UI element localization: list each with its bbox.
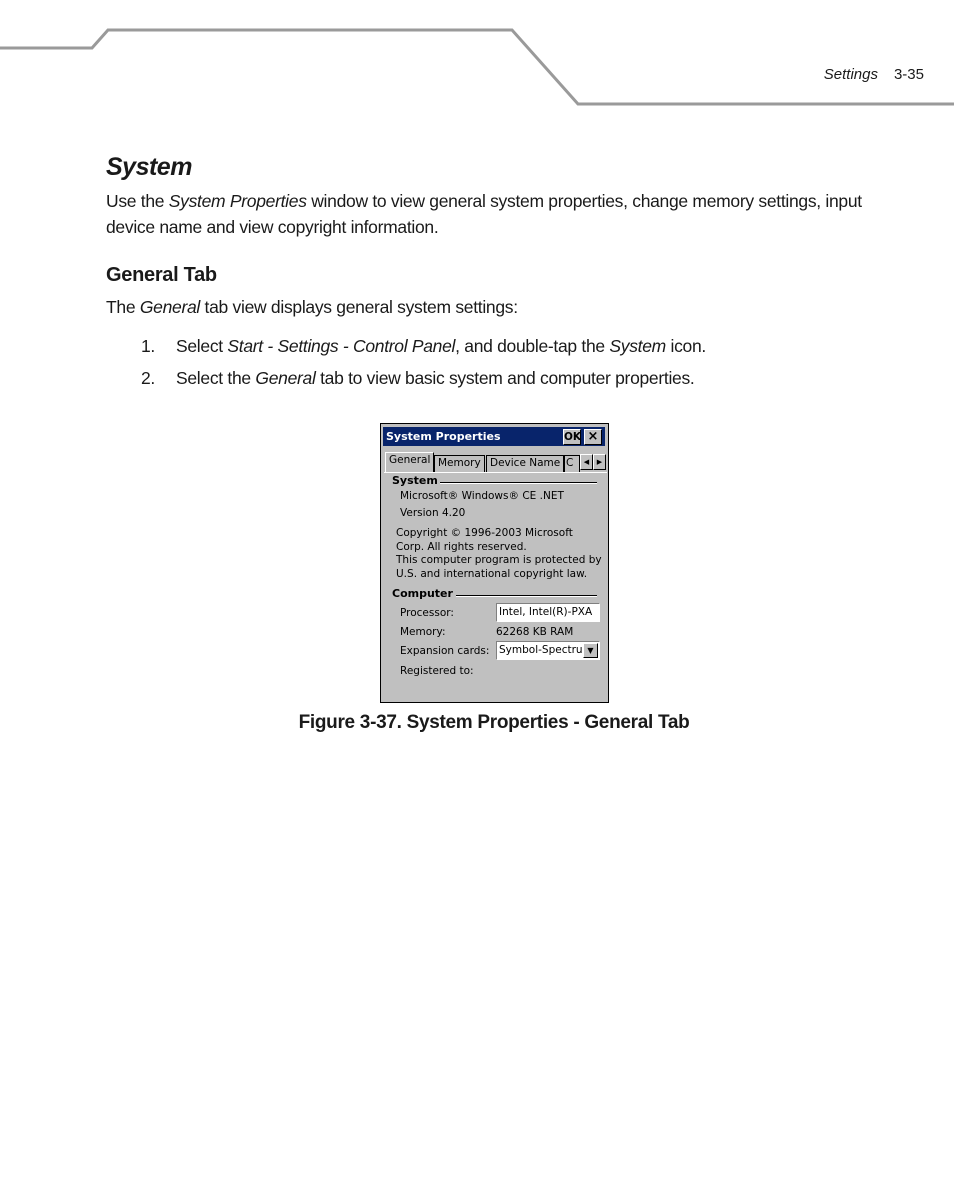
tab-device-name[interactable]: Device Name <box>486 455 564 472</box>
copyright-line: This computer program is protected by <box>396 554 602 566</box>
window-title: System Properties <box>386 430 501 443</box>
intro-paragraph <box>106 188 896 240</box>
window-titlebar <box>383 427 605 446</box>
memory-label: Memory: <box>400 626 446 638</box>
expansion-value: Symbol-Spectru <box>499 644 583 656</box>
registered-label: Registered to: <box>400 665 474 677</box>
step-2 <box>141 365 695 391</box>
sub-intro-paragraph <box>106 294 518 320</box>
system-group-label: System <box>392 474 438 487</box>
tab-memory[interactable]: Memory <box>434 455 485 472</box>
copyright-line: U.S. and international copyright law. <box>396 568 588 580</box>
step-1 <box>141 333 706 359</box>
tab-copyrights[interactable]: C <box>564 455 580 472</box>
section-title: System <box>106 153 192 181</box>
processor-field[interactable]: Intel, Intel(R)-PXA <box>496 603 600 622</box>
processor-label: Processor: <box>400 607 454 619</box>
subsection-title: General Tab <box>106 264 217 286</box>
expansion-label: Expansion cards: <box>400 645 490 657</box>
memory-value: 62268 KB RAM <box>496 626 574 638</box>
computer-group-label: Computer <box>392 587 453 600</box>
header-rule <box>0 0 954 110</box>
computer-group-rule <box>456 595 597 597</box>
step-text: icon. <box>665 336 706 356</box>
sub-intro-emphasis: General <box>139 297 200 317</box>
step-path: Start - Settings - Control Panel <box>227 336 456 356</box>
panel-border <box>384 472 607 473</box>
tab-general[interactable]: General <box>385 452 434 472</box>
step-number: 1. <box>141 336 155 356</box>
system-group-rule <box>440 482 597 484</box>
tab-scroll-right-icon[interactable]: ▶ <box>593 454 606 470</box>
figure-caption: Figure 3-37. System Properties - General Tab <box>298 712 690 733</box>
expansion-dropdown[interactable] <box>496 641 600 660</box>
intro-text-end: window to view general system properties, change memory settings, input device name and view copyright information. <box>106 191 862 237</box>
intro-emphasis: System Properties <box>168 191 307 211</box>
intro-text: Use the <box>106 191 169 211</box>
step-text: Select the <box>176 368 256 388</box>
chevron-down-icon[interactable]: ▼ <box>583 643 598 658</box>
os-name: Microsoft® Windows® CE .NET <box>400 490 564 502</box>
ok-button[interactable]: OK <box>564 431 582 443</box>
step-text: , and double-tap the <box>455 336 610 356</box>
step-emphasis: General <box>255 368 316 388</box>
page-number: 3-35 <box>893 66 924 83</box>
sub-intro-text: The <box>106 297 140 317</box>
tab-scroll-left-icon[interactable]: ◀ <box>580 454 593 470</box>
sub-intro-text-end: tab view displays general system settings: <box>200 297 518 317</box>
step-text: tab to view basic system and computer properties. <box>315 368 695 388</box>
copyright-line: Copyright © 1996-2003 Microsoft <box>396 527 573 539</box>
os-version: Version 4.20 <box>400 507 466 519</box>
step-number: 2. <box>141 368 155 388</box>
close-button[interactable]: × <box>584 429 602 445</box>
system-properties-window <box>380 423 609 703</box>
header-section: Settings <box>823 66 878 83</box>
step-emphasis: System <box>609 336 666 356</box>
copyright-line: Corp. All rights reserved. <box>396 541 527 553</box>
step-text: Select <box>176 336 228 356</box>
tab-strip <box>385 452 607 472</box>
tab-scroll <box>580 454 606 470</box>
running-header <box>824 66 924 83</box>
